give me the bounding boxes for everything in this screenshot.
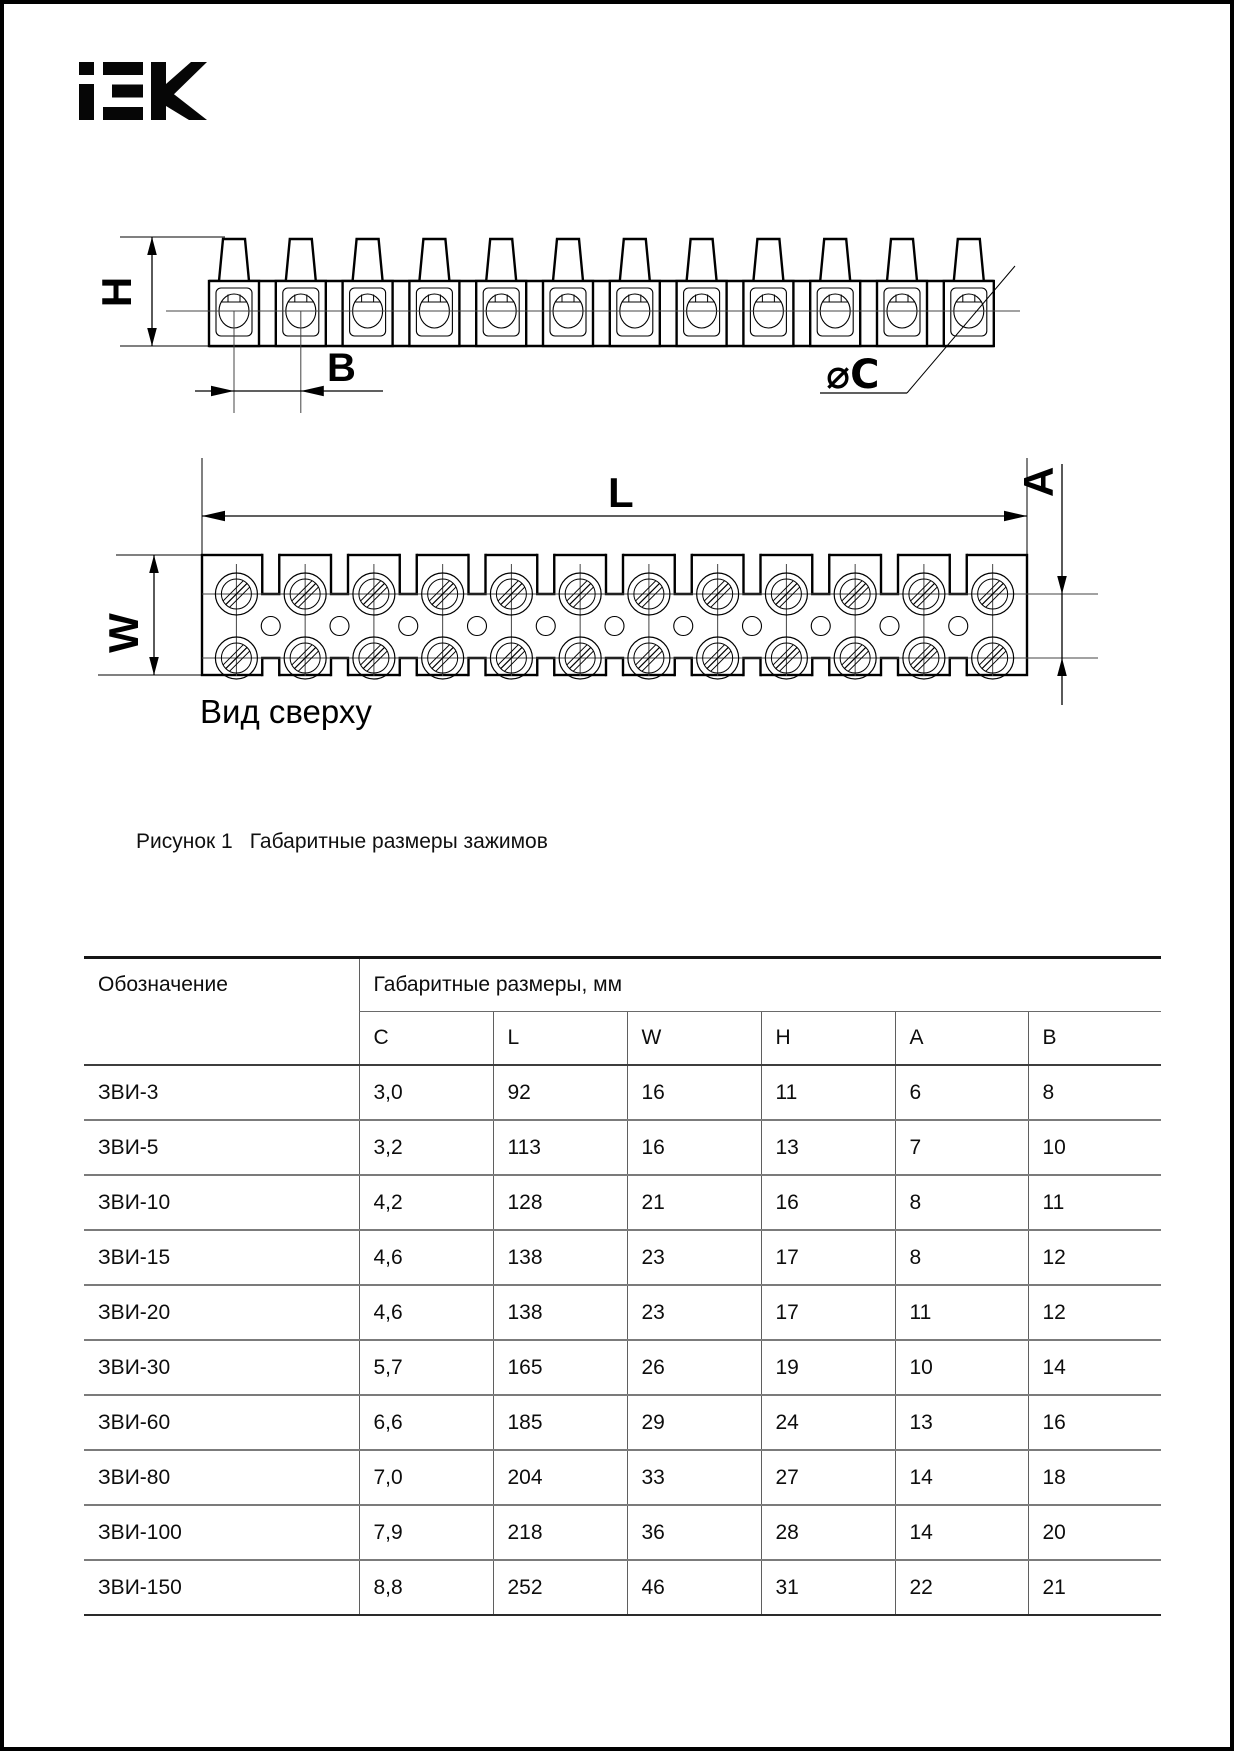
dimension-cell: 165 bbox=[493, 1340, 627, 1395]
top-view-caption: Вид сверху bbox=[200, 693, 372, 730]
notch-eraser bbox=[400, 635, 417, 678]
side-view-drawing bbox=[4, 189, 1234, 434]
side-view-cells bbox=[209, 239, 994, 346]
table-header-row-1 bbox=[84, 958, 1161, 1012]
figure-caption-number: Рисунок 1 bbox=[136, 830, 233, 853]
iek-logo bbox=[79, 62, 207, 120]
dimension-cell: 46 bbox=[627, 1560, 761, 1615]
dim-label-a: A bbox=[1015, 466, 1062, 497]
figure-caption-text: Габаритные размеры зажимов bbox=[249, 830, 548, 853]
notch-eraser bbox=[537, 635, 554, 678]
dimension-cell: 23 bbox=[627, 1285, 761, 1340]
notch-eraser bbox=[262, 635, 279, 678]
dimension-cell: 8 bbox=[895, 1230, 1028, 1285]
dimension-cell: 113 bbox=[493, 1120, 627, 1175]
designation-cell: ЗВИ-30 bbox=[84, 1340, 359, 1395]
table-row bbox=[84, 1230, 1161, 1285]
top-view-drawing bbox=[4, 424, 1234, 734]
dimensions-table bbox=[84, 956, 1161, 1616]
dimension-cell: 4,2 bbox=[359, 1175, 493, 1230]
terminal-cell-side bbox=[610, 239, 660, 346]
notch-eraser bbox=[881, 635, 898, 678]
dimension-cell: 7,9 bbox=[359, 1505, 493, 1560]
dimension-cell: 128 bbox=[493, 1175, 627, 1230]
dimension-cell: 26 bbox=[627, 1340, 761, 1395]
dimension-cell: 4,6 bbox=[359, 1230, 493, 1285]
dimension-cell: 8 bbox=[895, 1175, 1028, 1230]
dim-label-l: L bbox=[608, 469, 634, 516]
notch-eraser bbox=[950, 635, 967, 678]
dimension-cell: 13 bbox=[895, 1395, 1028, 1450]
terminal-cell-side bbox=[543, 239, 593, 346]
table-row bbox=[84, 1175, 1161, 1230]
designation-cell: ЗВИ-60 bbox=[84, 1395, 359, 1450]
notch-eraser bbox=[262, 553, 279, 596]
dimension-cell: 7,0 bbox=[359, 1450, 493, 1505]
notch-eraser bbox=[537, 553, 554, 596]
notch-eraser bbox=[469, 553, 486, 596]
dimension-cell: 12 bbox=[1028, 1230, 1161, 1285]
designation-cell: ЗВИ-5 bbox=[84, 1120, 359, 1175]
designation-cell: ЗВИ-20 bbox=[84, 1285, 359, 1340]
group-header: Габаритные размеры, мм bbox=[359, 958, 1161, 1012]
notch-eraser bbox=[744, 635, 761, 678]
dimension-cell: 138 bbox=[493, 1230, 627, 1285]
designation-header: Обозначение bbox=[84, 958, 359, 1066]
dimension-cell: 138 bbox=[493, 1285, 627, 1340]
terminal-cell-side bbox=[944, 239, 994, 346]
designation-cell: ЗВИ-100 bbox=[84, 1505, 359, 1560]
table-row bbox=[84, 1450, 1161, 1505]
dimension-cell: 23 bbox=[627, 1230, 761, 1285]
dimension-cell: 8 bbox=[1028, 1065, 1161, 1120]
notch-eraser bbox=[469, 635, 486, 678]
table-row bbox=[84, 1505, 1161, 1560]
dimension-cell: 13 bbox=[761, 1120, 895, 1175]
dimension-cell: 19 bbox=[761, 1340, 895, 1395]
notch-eraser bbox=[744, 553, 761, 596]
notch-eraser bbox=[606, 553, 623, 596]
dimension-cell: 218 bbox=[493, 1505, 627, 1560]
dimension-cell: 252 bbox=[493, 1560, 627, 1615]
notch-eraser bbox=[812, 635, 829, 678]
terminal-cell-side bbox=[409, 239, 459, 346]
dimension-cell: 14 bbox=[895, 1505, 1028, 1560]
dimension-cell: 17 bbox=[761, 1285, 895, 1340]
dimension-cell: 33 bbox=[627, 1450, 761, 1505]
dimension-cell: 11 bbox=[1028, 1175, 1161, 1230]
dimension-cell: 92 bbox=[493, 1065, 627, 1120]
dimension-cell: 3,0 bbox=[359, 1065, 493, 1120]
dimension-cell: 5,7 bbox=[359, 1340, 493, 1395]
dimension-cell: 27 bbox=[761, 1450, 895, 1505]
designation-cell: ЗВИ-80 bbox=[84, 1450, 359, 1505]
dimension-cell: 6 bbox=[895, 1065, 1028, 1120]
dimension-cell: 22 bbox=[895, 1560, 1028, 1615]
notch-eraser bbox=[606, 635, 623, 678]
terminal-cell-side bbox=[743, 239, 793, 346]
notch-eraser bbox=[331, 553, 348, 596]
dimension-cell: 204 bbox=[493, 1450, 627, 1505]
dim-header-l: L bbox=[493, 1012, 627, 1066]
dimension-cell: 3,2 bbox=[359, 1120, 493, 1175]
dimension-cell: 28 bbox=[761, 1505, 895, 1560]
iek-logo-letters bbox=[79, 62, 207, 120]
dimension-cell: 18 bbox=[1028, 1450, 1161, 1505]
dimensions-table-body bbox=[84, 1065, 1161, 1615]
dimension-cell: 8,8 bbox=[359, 1560, 493, 1615]
figure-caption bbox=[136, 830, 548, 854]
dimension-cell: 6,6 bbox=[359, 1395, 493, 1450]
dimension-cell: 20 bbox=[1028, 1505, 1161, 1560]
notch-eraser bbox=[400, 553, 417, 596]
table-row bbox=[84, 1120, 1161, 1175]
dimension-cell: 16 bbox=[1028, 1395, 1161, 1450]
dimension-cell: 4,6 bbox=[359, 1285, 493, 1340]
dimension-cell: 21 bbox=[627, 1175, 761, 1230]
designation-cell: ЗВИ-3 bbox=[84, 1065, 359, 1120]
notch-eraser bbox=[881, 553, 898, 596]
terminal-cell-side bbox=[810, 239, 860, 346]
dim-label-w: W bbox=[100, 613, 147, 653]
dimension-cell: 14 bbox=[1028, 1340, 1161, 1395]
notch-eraser bbox=[675, 635, 692, 678]
dimension-cell: 16 bbox=[627, 1065, 761, 1120]
terminal-cell-side bbox=[677, 239, 727, 346]
notch-eraser bbox=[331, 635, 348, 678]
dimension-cell: 16 bbox=[761, 1175, 895, 1230]
dim-label-h: H bbox=[93, 276, 140, 308]
dim-label-b: B bbox=[327, 346, 356, 390]
dim-header-b: B bbox=[1028, 1012, 1161, 1066]
dimension-cell: 12 bbox=[1028, 1285, 1161, 1340]
dimension-cell: 31 bbox=[761, 1560, 895, 1615]
dimension-cell: 21 bbox=[1028, 1560, 1161, 1615]
dim-header-a: A bbox=[895, 1012, 1028, 1066]
terminal-cell-side bbox=[476, 239, 526, 346]
table-row bbox=[84, 1285, 1161, 1340]
table-row bbox=[84, 1340, 1161, 1395]
dimension-cell: 29 bbox=[627, 1395, 761, 1450]
dimension-cell: 24 bbox=[761, 1395, 895, 1450]
notch-eraser bbox=[675, 553, 692, 596]
dimension-cell: 17 bbox=[761, 1230, 895, 1285]
table-row bbox=[84, 1395, 1161, 1450]
designation-cell: ЗВИ-10 bbox=[84, 1175, 359, 1230]
table-row bbox=[84, 1560, 1161, 1615]
dim-header-h: H bbox=[761, 1012, 895, 1066]
a-dimension bbox=[1057, 464, 1067, 705]
dimension-cell: 11 bbox=[761, 1065, 895, 1120]
dimension-cell: 14 bbox=[895, 1450, 1028, 1505]
designation-cell: ЗВИ-150 bbox=[98, 1575, 182, 1599]
notch-eraser bbox=[950, 553, 967, 596]
designation-cell: ЗВИ-15 bbox=[84, 1230, 359, 1285]
dim-header-w: W bbox=[627, 1012, 761, 1066]
dimension-cell: 16 bbox=[627, 1120, 761, 1175]
dim-label-diameter-c: ⌀C bbox=[826, 352, 880, 398]
terminal-cell-side bbox=[343, 239, 393, 346]
dimension-cell: 36 bbox=[627, 1505, 761, 1560]
table-row bbox=[84, 1065, 1161, 1120]
dimension-cell: 7 bbox=[895, 1120, 1028, 1175]
dimension-cell: 10 bbox=[1028, 1120, 1161, 1175]
dimension-cell: 10 bbox=[895, 1340, 1028, 1395]
dimension-cell: 185 bbox=[493, 1395, 627, 1450]
dimension-cell: 11 bbox=[895, 1285, 1028, 1340]
dim-header-c: C bbox=[359, 1012, 493, 1066]
terminal-cell-side bbox=[877, 239, 927, 346]
notch-eraser bbox=[812, 553, 829, 596]
